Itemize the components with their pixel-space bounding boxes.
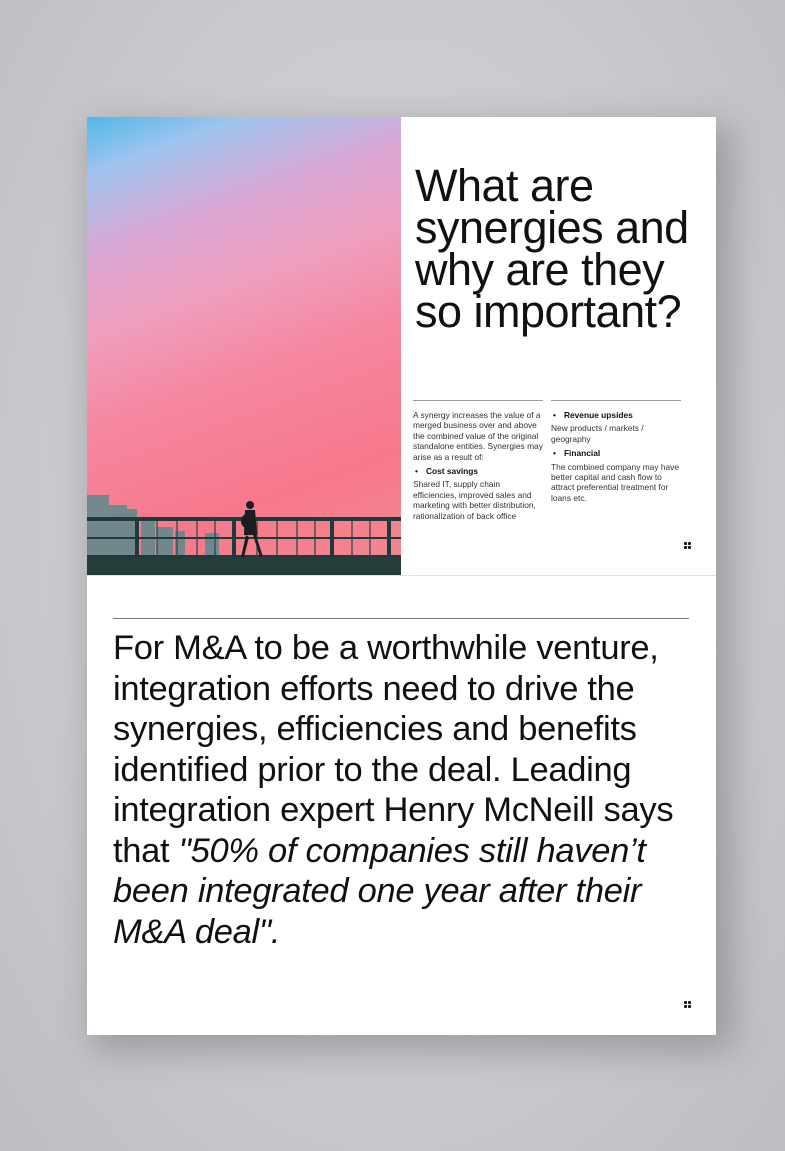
synergy-text: The combined company may have better capital and cash flow to attract preferential treatment for loans etc. [551,461,680,503]
pull-quote [113,628,703,952]
column-rule-left [413,400,543,401]
synergy-label: • Financial [551,448,683,458]
text-column-right [551,410,683,506]
intro-paragraph: A synergy increases the value of a merged business over and above the combined value of the original standalone entities. Synergies may arise as a result of: [413,410,543,462]
text-column-left [413,410,545,524]
top-page [87,117,716,577]
sunset-bridge-photo [87,117,401,577]
synergy-text: New products / markets / geography [551,423,644,444]
quote-lead: For M&A to be a worthwhile venture, integration efforts need to drive the synergies, efficiencies and benefits identified prior to the deal. Leading integration expert Henry McNeill says that [113,629,674,870]
synergy-label: • Revenue upsides [551,410,683,420]
synergy-text: Shared IT, supply chain efficiencies, improved sales and marketing with better distribution, rationalization of back office [413,479,536,521]
quote-italic: "50% of companies still haven’t been integrated one year after their M&A deal". [113,831,646,951]
column-rule-right [551,400,681,401]
silhouette-illustration [87,117,401,577]
brand-logo-icon [684,1001,692,1009]
page-title: What are synergies and why are they so important? [415,160,689,337]
synergy-label: • Cost savings [413,466,545,476]
quote-rule [113,618,689,619]
bottom-page [87,576,716,1035]
brand-logo-icon [684,542,692,550]
